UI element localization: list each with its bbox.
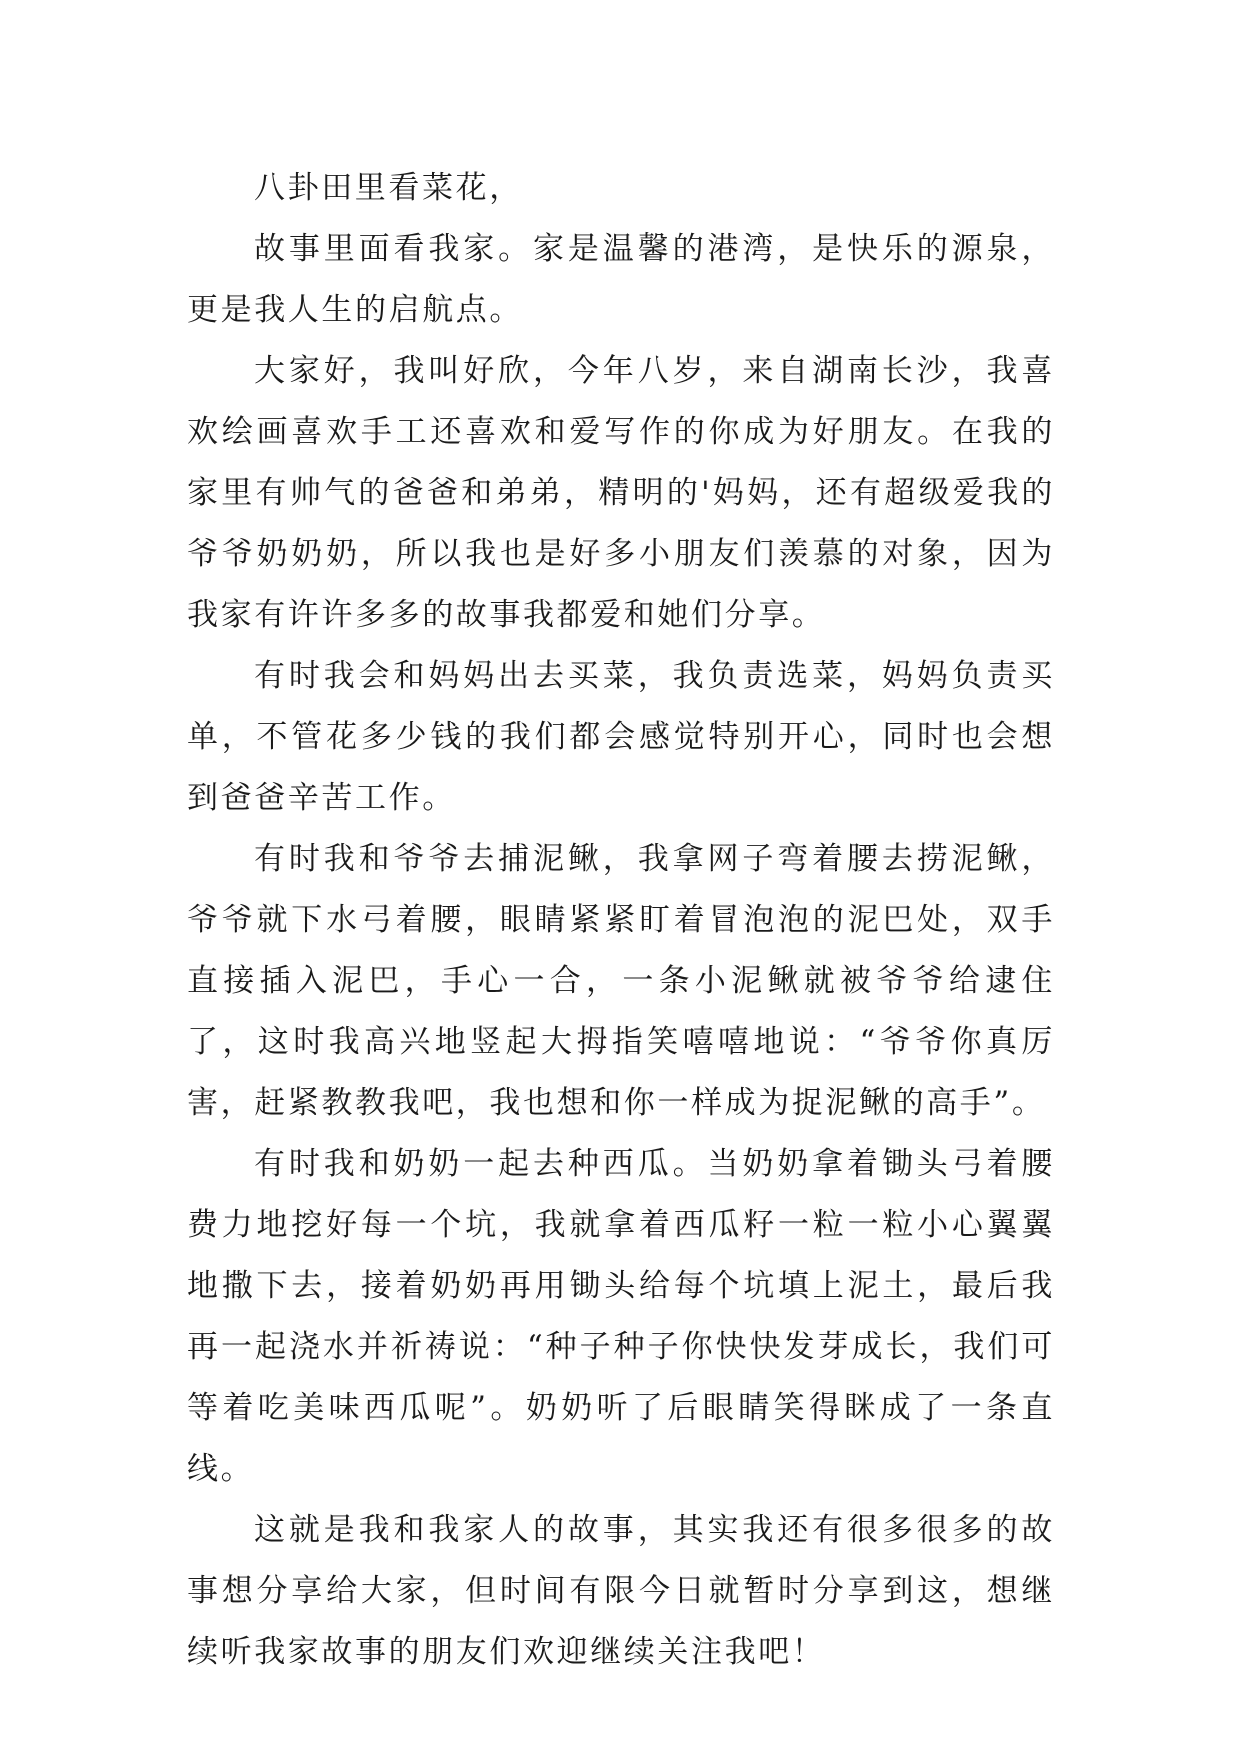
paragraph-4: 有时我会和妈妈出去买菜，我负责选菜，妈妈负责买单，不管花多少钱的我们都会感觉特别开心，同时也会想到爸爸辛苦工作。	[187, 658, 1055, 816]
paragraph-6: 有时我和奶奶一起去种西瓜。当奶奶拿着锄头弓着腰费力地挖好每一个坑，我就拿着西瓜籽一粒一粒小心翼翼地撒下去，接着奶奶再用锄头给每个坑填上泥土，最后我再一起浇水并祈祷说：“种子种子你快快发芽成长，我们可等着吃美味西瓜呢”。奶奶听了后眼睛笑得眯成了一条直线。	[187, 1146, 1055, 1487]
paragraph-1: 八卦田里看菜花，	[254, 170, 523, 206]
paragraph-2: 故事里面看我家。家是温馨的港湾，是快乐的源泉，更是我人生的启航点。	[187, 231, 1055, 328]
document-page	[187, 158, 1055, 1683]
paragraph-7: 这就是我和我家人的故事，其实我还有很多很多的故事想分享给大家，但时间有限今日就暂时分享到这，想继续听我家故事的朋友们欢迎继续关注我吧！	[187, 1512, 1055, 1670]
paragraph-5: 有时我和爷爷去捕泥鳅，我拿网子弯着腰去捞泥鳅，爷爷就下水弓着腰，眼睛紧紧盯着冒泡泡的泥巴处，双手直接插入泥巴，手心一合，一条小泥鳅就被爷爷给逮住了，这时我高兴地竖起大拇指笑嘻嘻地说：“爷爷你真厉害，赶紧教教我吧，我也想和你一样成为捉泥鳅的高手”。	[187, 841, 1055, 1121]
paragraph-3: 大家好，我叫好欣，今年八岁，来自湖南长沙，我喜欢绘画喜欢手工还喜欢和爱写作的你成为好朋友。在我的家里有帅气的爸爸和弟弟，精明的'妈妈，还有超级爱我的爷爷奶奶奶，所以我也是好多小朋友们羡慕的对象，因为我家有许许多多的故事我都爱和她们分享。	[187, 353, 1055, 633]
